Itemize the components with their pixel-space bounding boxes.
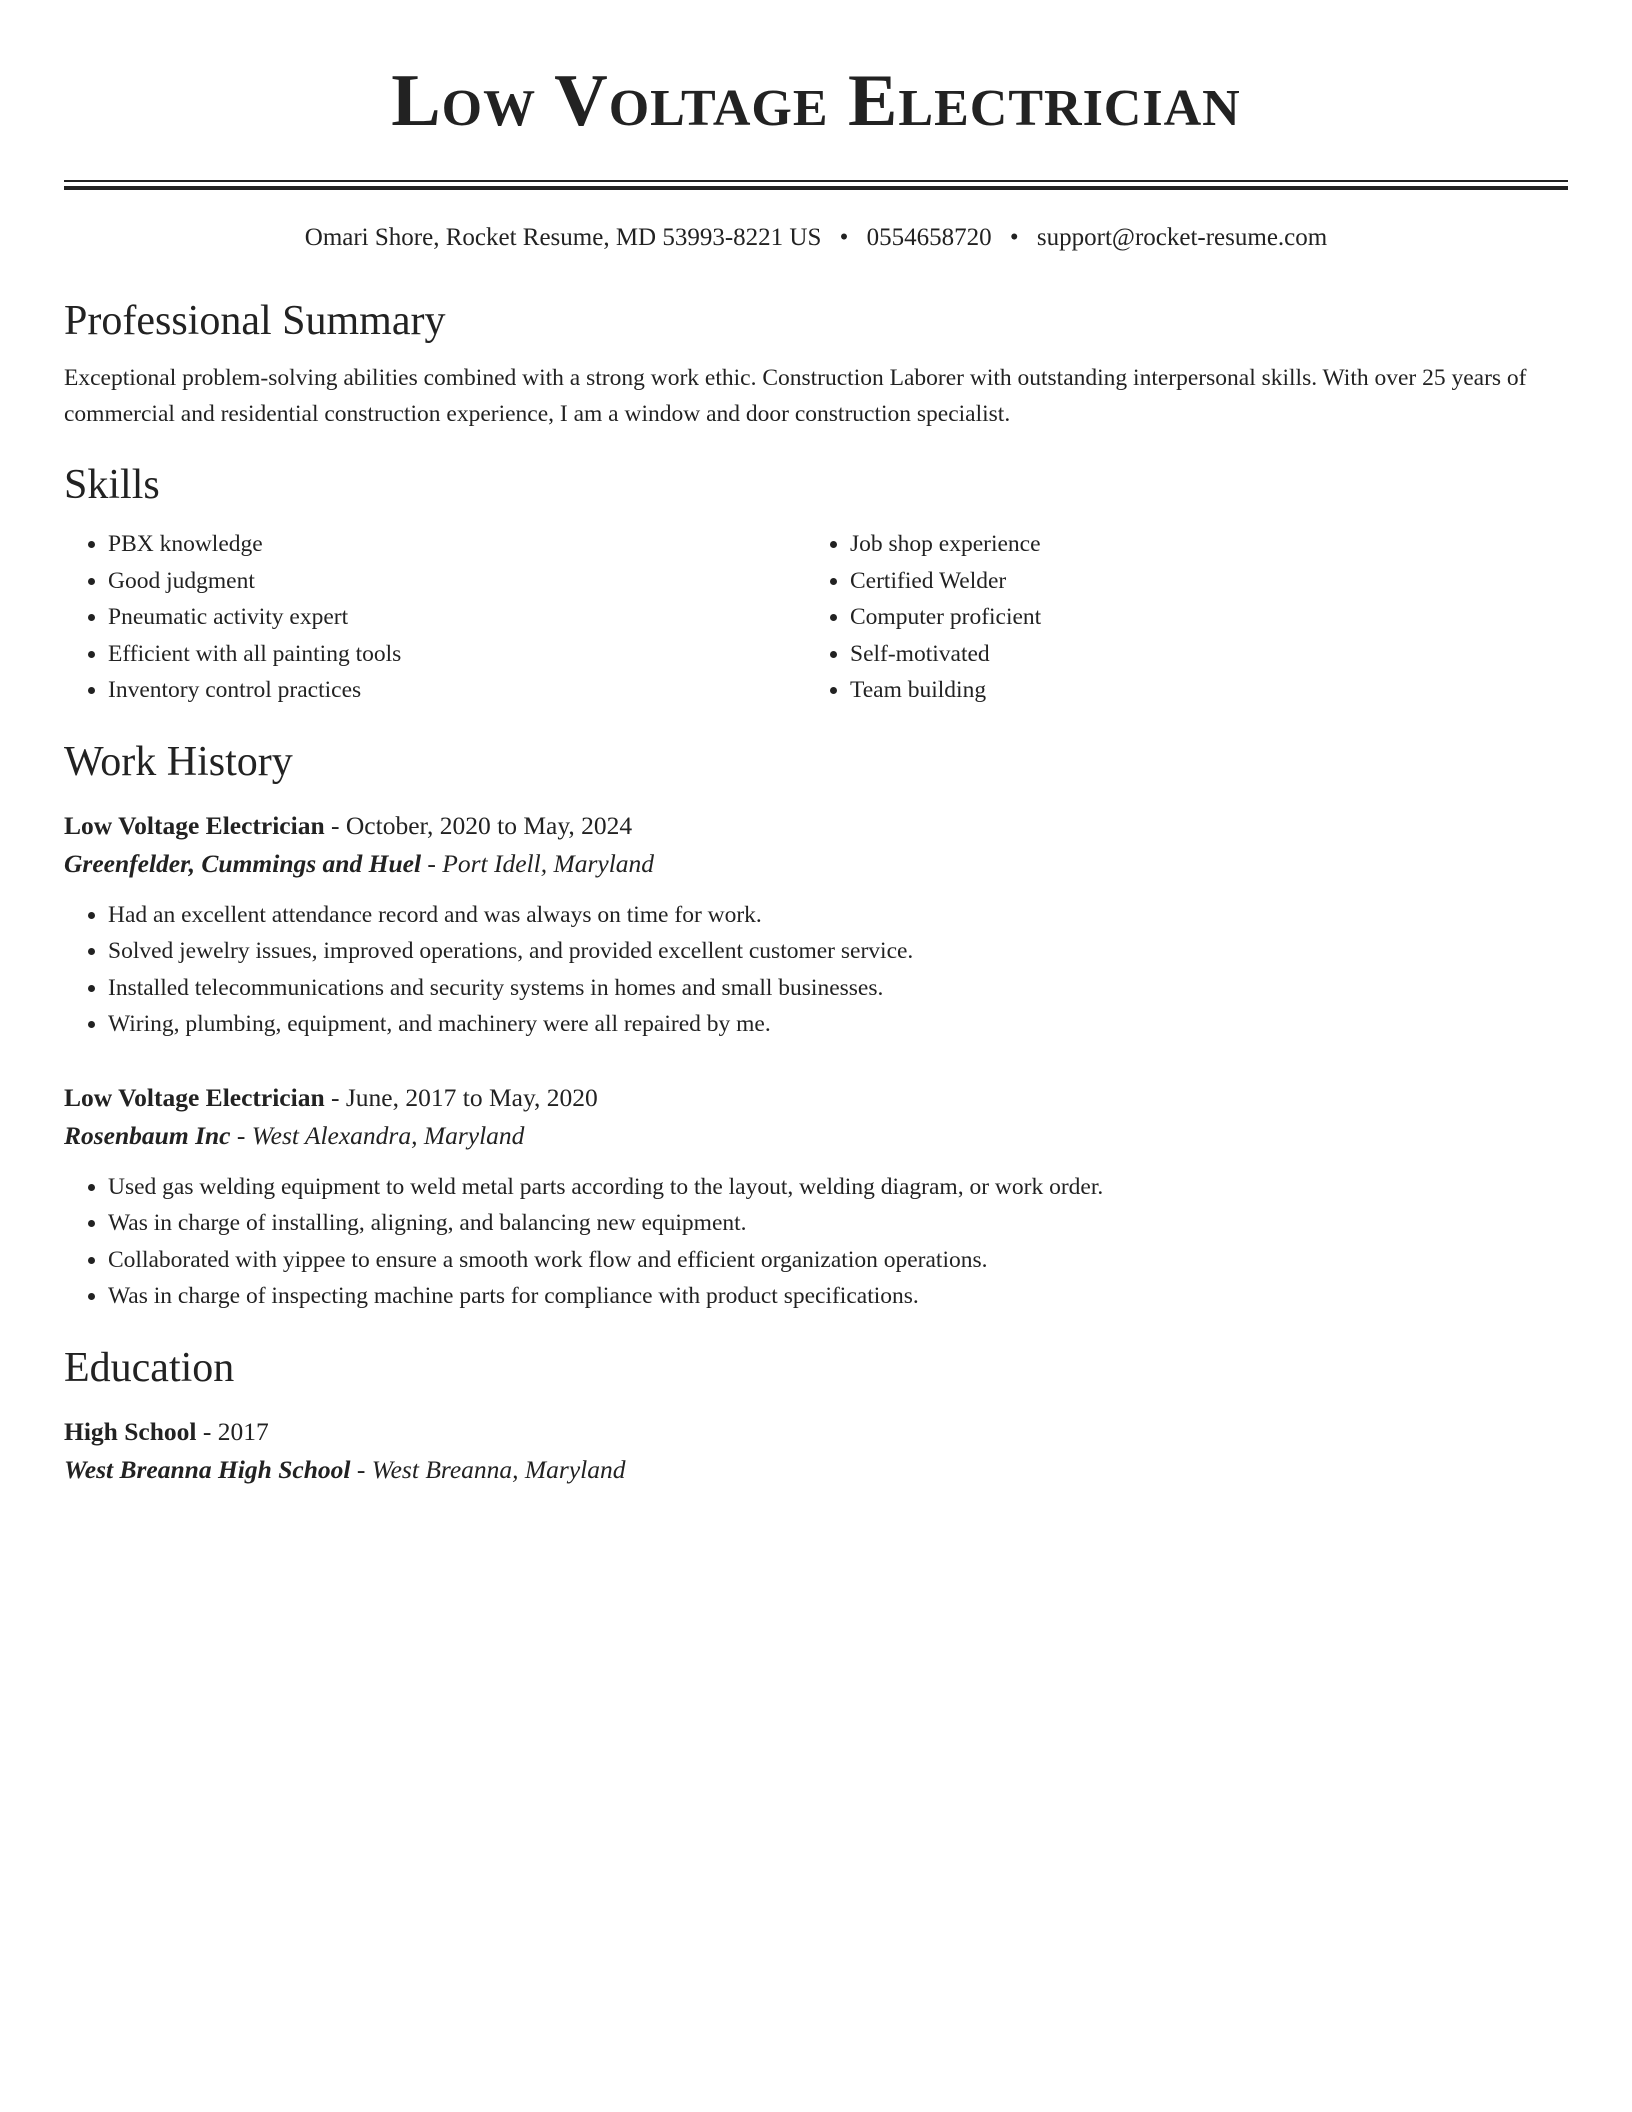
school-name: West Breanna High School (64, 1454, 351, 1484)
degree-name: High School (64, 1416, 197, 1446)
job-duties (64, 1169, 1568, 1315)
education-entry (64, 1413, 1568, 1489)
skill-item: • Self-motivated (850, 636, 1548, 673)
skill-item: • Pneumatic activity expert (108, 599, 806, 636)
work-history-heading: Work History (64, 738, 293, 785)
employer-location: - Port Idell, Maryland (421, 848, 655, 878)
skill-item: • PBX knowledge (108, 526, 806, 563)
summary-text: Exceptional problem-solving abilities combined with a strong work ethic. Construction Laborer with outstanding interpersonal skills. With over 25 years of commercial and residential construction experience, I am a window and door construction specialist. (64, 365, 1527, 427)
skill-item: • Job shop experience (850, 526, 1548, 563)
skill-item: • Computer proficient (850, 599, 1548, 636)
employer-line (64, 1117, 1568, 1155)
contact-separator: • (839, 224, 849, 251)
employer-location: - West Alexandra, Maryland (230, 1120, 525, 1150)
school-location: - West Breanna, Maryland (350, 1454, 626, 1484)
duty-item: • Had an excellent attendance record and was always on time for work. (108, 897, 1568, 934)
header-divider (64, 180, 1568, 190)
duty-item: • Was in charge of installing, aligning, and balancing new equipment. (108, 1205, 1568, 1242)
job-title-line (64, 1079, 1568, 1117)
duty-item: • Solved jewelry issues, improved operations, and provided excellent customer service. (108, 933, 1568, 970)
duty-item: • Installed telecommunications and security systems in homes and small businesses. (108, 970, 1568, 1007)
school-line (64, 1451, 1568, 1489)
job-entry (64, 1079, 1568, 1315)
skill-item: • Inventory control practices (108, 672, 806, 709)
duty-item: • Used gas welding equipment to weld metal parts according to the layout, welding diagram, or work order. (108, 1169, 1568, 1206)
job-title-line (64, 807, 1568, 845)
degree-year: - 2017 (196, 1416, 269, 1446)
resume-name: Low Voltage Electrician (391, 60, 1241, 142)
skill-item: • Certified Welder (850, 563, 1548, 600)
contact-separator: • (1009, 224, 1019, 251)
skill-item: • Team building (850, 672, 1548, 709)
contact-line (64, 220, 1568, 256)
summary-heading: Professional Summary (64, 298, 446, 344)
employer-name: Greenfelder, Cummings and Huel (64, 848, 422, 878)
skill-item: • Good judgment (108, 563, 806, 600)
job-dates: - June, 2017 to May, 2020 (324, 1082, 598, 1112)
job-duties (64, 897, 1568, 1043)
contact-email: support@rocket-resume.com (1036, 224, 1328, 251)
contact-phone: 0554658720 (866, 224, 992, 251)
duty-item: • Was in charge of inspecting machine parts for compliance with product specifications. (108, 1278, 1568, 1315)
degree-line (64, 1413, 1568, 1451)
skills-column-left (64, 526, 806, 709)
job-entry (64, 807, 1568, 1043)
education-heading: Education (64, 1344, 235, 1391)
job-title: Low Voltage Electrician (64, 810, 325, 840)
employer-line (64, 845, 1568, 883)
skills-grid (64, 526, 1568, 709)
job-title: Low Voltage Electrician (64, 1082, 325, 1112)
duty-item: • Collaborated with yippee to ensure a smooth work flow and efficient organization operations. (108, 1242, 1568, 1279)
employer-name: Rosenbaum Inc (64, 1120, 231, 1150)
skill-item: • Efficient with all painting tools (108, 636, 806, 673)
skills-heading: Skills (64, 462, 160, 508)
job-dates: - October, 2020 to May, 2024 (324, 810, 633, 840)
duty-item: • Wiring, plumbing, equipment, and machinery were all repaired by me. (108, 1006, 1568, 1043)
skills-column-right (806, 526, 1548, 709)
contact-address: Omari Shore, Rocket Resume, MD 53993-8221 US (304, 224, 822, 251)
